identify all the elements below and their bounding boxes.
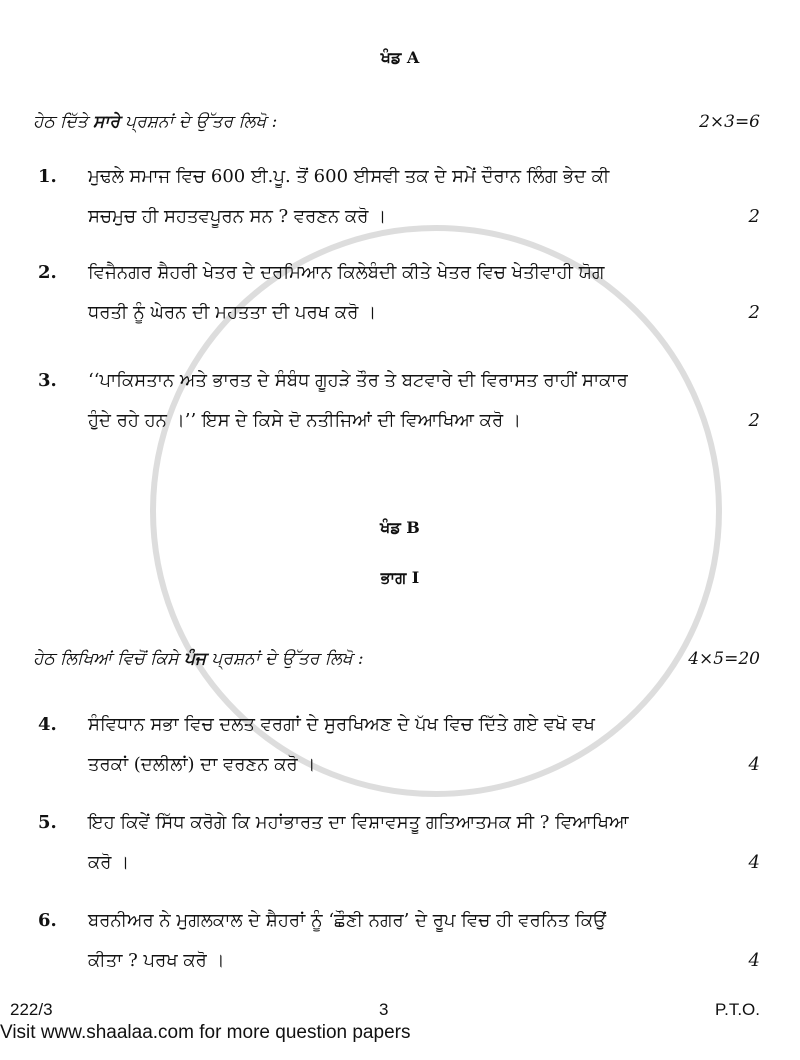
question-number: 5. — [38, 812, 57, 833]
visit-link[interactable]: Visit www.shaalaa.com for more question papers — [0, 1022, 411, 1043]
question-5 — [38, 808, 760, 888]
page-footer — [10, 1000, 760, 1020]
paper-code: 222/3 — [10, 1000, 53, 1019]
question-line: ਸਚਮੁਚ ਹੀ ਸਹਤਵਪੂਰਨ ਸਨ ? ਵਰਣਨ ਕਰੋ । — [88, 206, 387, 227]
question-line: ਤਰਕਾਂ (ਦਲੀਲਾਂ) ਦਾ ਵਰਣਨ ਕਰੋ । — [88, 754, 316, 775]
instruction-text: ਹੇਠ ਦਿੱਤੇ — [33, 112, 94, 132]
question-line: ਹੁੰਦੇ ਰਹੇ ਹਨ ।’’ ਇਸ ਦੇ ਕਿਸੇ ਦੋ ਨਤੀਜਿਆਂ ਦੀ ਵਿਆਖਿਆ ਕਰੋ । — [88, 410, 521, 431]
instruction-emphasis: ਸਾਰੇ — [93, 112, 120, 132]
question-number: 2. — [38, 262, 57, 283]
question-line: ਮੁਢਲੇ ਸਮਾਜ ਵਿਚ 600 ਈ.ਪੂ. ਤੋਂ 600 ਈਸਵੀ ਤਕ ਦੇ ਸਮੇਂ ਦੌਰਾਨ ਲਿੰਗ ਭੇਦ ਕੀ — [88, 166, 610, 187]
section-a-heading: ਖੰਡ A — [380, 48, 420, 67]
section-a-instruction — [33, 110, 760, 134]
question-line: ਧਰਤੀ ਨੂੰ ਘੇਰਨ ਦੀ ਮਹਤਤਾ ਦੀ ਪਰਖ ਕਰੋ । — [88, 302, 377, 323]
question-1 — [38, 162, 760, 242]
part-heading: ਭਾਗ I — [380, 568, 420, 587]
pto-label: P.T.O. — [714, 1000, 760, 1019]
question-line: ਕੀਤਾ ? ਪਰਖ ਕਰੋ । — [88, 950, 225, 971]
question-number: 4. — [38, 714, 57, 735]
question-marks: 2 — [748, 206, 760, 227]
question-marks: 2 — [748, 410, 760, 431]
question-marks: 4 — [748, 950, 760, 971]
question-marks: 2 — [748, 302, 760, 323]
question-marks: 4 — [748, 852, 760, 873]
instruction-text: ਪ੍ਰਸ਼ਨਾਂ ਦੇ ਉੱਤਰ ਲਿਖੋ : — [206, 649, 364, 669]
question-6 — [38, 906, 760, 986]
question-4 — [38, 710, 760, 790]
question-marks: 4 — [748, 754, 760, 775]
section-b-heading: ਖੰਡ B — [380, 518, 420, 537]
question-number: 1. — [38, 166, 57, 187]
question-line: ‘‘ਪਾਕਿਸਤਾਨ ਅਤੇ ਭਾਰਤ ਦੇ ਸੰਬੰਧ ਗੂਹੜੇ ਤੌਰ ਤੇ ਬਟਵਾਰੇ ਦੀ ਵਿਰਾਸਤ ਰਾਹੀਂ ਸਾਕਾਰ — [88, 370, 628, 391]
marks-scheme: 2×3=6 — [699, 112, 760, 132]
instruction-text: ਹੇਠ ਲਿਖਿਆਂ ਵਿਚੋਂ ਕਿਸੇ — [33, 649, 184, 669]
question-line: ਵਿਜੈਨਗਰ ਸ਼ੈਹਰੀ ਖੇਤਰ ਦੇ ਦਰਮਿਆਨ ਕਿਲੇਬੰਦੀ ਕੀਤੇ ਖੇਤਰ ਵਿਚ ਖੇਤੀਵਾਹੀ ਯੋਗ — [88, 262, 605, 283]
question-line: ਇਹ ਕਿਵੇਂ ਸਿੱਧ ਕਰੋਗੇ ਕਿ ਮਹਾਂਭਾਰਤ ਦਾ ਵਿਸ਼ਾਵਸਤੂ ਗਤਿਆਤਮਕ ਸੀ ? ਵਿਆਖਿਆ — [88, 812, 629, 833]
question-line: ਸੰਵਿਧਾਨ ਸਭਾ ਵਿਚ ਦਲਤ ਵਰਗਾਂ ਦੇ ਸੁਰਖਿਅਣ ਦੇ ਪੱਖ ਵਿਚ ਦਿੱਤੇ ਗਏ ਵਖੋ ਵਖ — [88, 714, 595, 735]
page-number: 3 — [379, 1000, 389, 1019]
question-number: 3. — [38, 370, 57, 391]
instruction-emphasis: ਪੰਜ — [183, 649, 207, 669]
question-number: 6. — [38, 910, 57, 931]
marks-scheme: 4×5=20 — [688, 649, 760, 669]
question-line: ਬਰਨੀਅਰ ਨੇ ਮੁਗਲਕਾਲ ਦੇ ਸ਼ੈਹਰਾਂ ਨੂੰ ‘ਛੌਣੀ ਨਗਰ’ ਦੇ ਰੂਪ ਵਿਚ ਹੀ ਵਰਨਿਤ ਕਿਉਂ — [88, 910, 607, 931]
question-3 — [38, 366, 760, 446]
section-b-instruction — [33, 647, 760, 671]
instruction-text: ਪ੍ਰਸ਼ਨਾਂ ਦੇ ਉੱਤਰ ਲਿਖੋ : — [119, 112, 278, 132]
question-2 — [38, 258, 760, 338]
question-line: ਕਰੋ । — [88, 852, 130, 873]
